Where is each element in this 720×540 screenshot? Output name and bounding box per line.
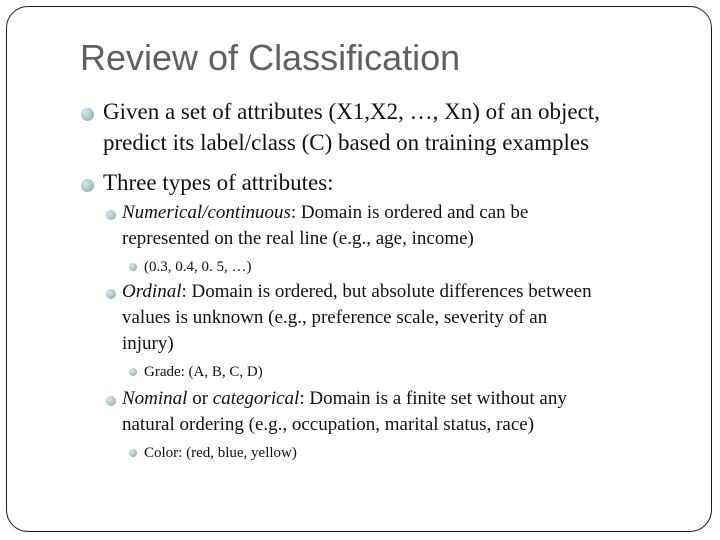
definition-line: values is unknown (e.g., preference scale, severity of an — [122, 307, 548, 328]
attribute-type-nominal — [122, 386, 567, 438]
connector-text: or — [187, 388, 213, 409]
bullet-icon — [106, 289, 116, 299]
slide-content — [7, 7, 712, 532]
attribute-type-numerical — [122, 200, 528, 252]
bullet-icon — [106, 210, 116, 220]
bullet-icon — [106, 396, 116, 406]
bullet-item-attribute-types — [103, 167, 334, 198]
definition-text: : Domain is ordered and can be — [290, 202, 529, 223]
bullet-line: Given a set of attributes (X1,X2, …, Xn) of an object, — [103, 99, 600, 124]
term-nominal: Nominal — [122, 388, 188, 409]
term-categorical: categorical — [212, 388, 300, 409]
definition-line: injury) — [122, 333, 174, 354]
attribute-type-ordinal — [122, 279, 592, 357]
bullet-item-classification — [103, 96, 600, 158]
bullet-line: Three types of attributes: — [103, 170, 334, 195]
example-ordinal: Grade: (A, B, C, D) — [144, 364, 263, 380]
definition-line: natural ordering (e.g., occupation, marital status, race) — [122, 414, 535, 435]
bullet-icon — [129, 263, 137, 271]
term-numerical: Numerical/continuous — [122, 202, 291, 223]
slide-frame — [6, 6, 712, 532]
definition-line: represented on the real line (e.g., age, income) — [122, 228, 474, 249]
bullet-line: predict its label/class (C) based on training examples — [103, 130, 590, 155]
definition-text: : Domain is a finite set without any — [299, 388, 567, 409]
definition-text: : Domain is ordered, but absolute differences between — [181, 281, 592, 302]
slide-title: Review of Classification — [80, 37, 461, 78]
term-ordinal: Ordinal — [122, 281, 182, 302]
example-nominal: Color: (red, blue, yellow) — [144, 445, 297, 461]
bullet-icon — [81, 179, 94, 192]
bullet-icon — [81, 108, 94, 121]
bullet-icon — [129, 449, 137, 457]
bullet-icon — [129, 368, 137, 376]
example-numerical: (0.3, 0.4, 0. 5, …) — [144, 259, 252, 275]
